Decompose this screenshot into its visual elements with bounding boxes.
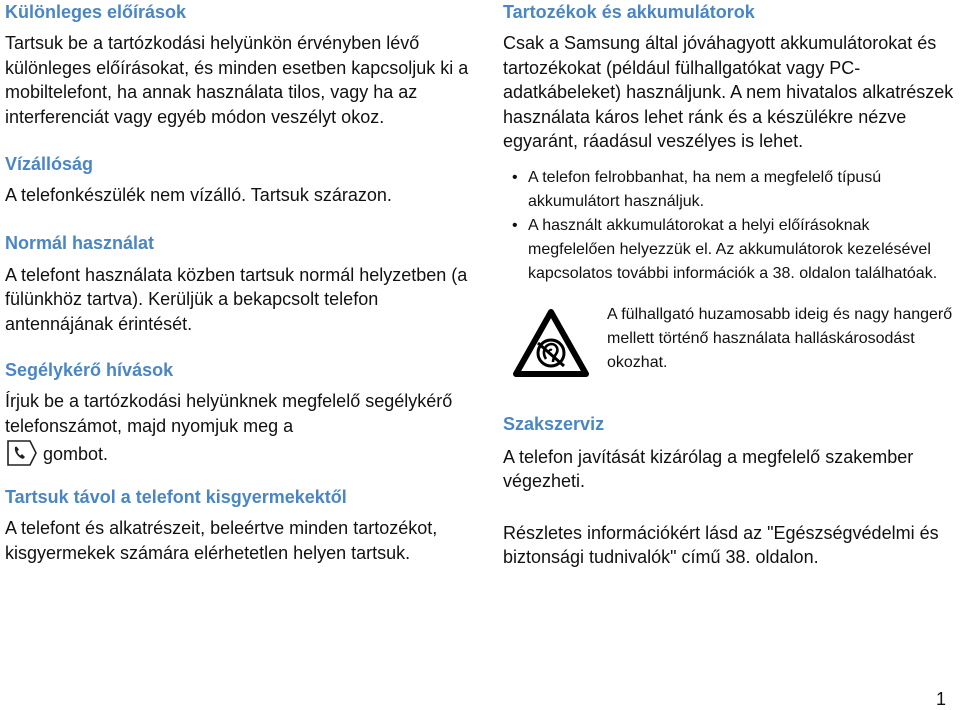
hearing-warning-icon xyxy=(513,309,589,377)
more-info-text: Részletes információkért lásd az "Egészségvédelmi és biztonsági tudnivalók" című 38. oldalon. xyxy=(503,522,939,567)
body-keep-from-children: A telefont és alkatrészeit, beleértve minden tartozékot, kisgyermekek számára elérhetetlen helyen tartsuk. xyxy=(5,518,438,563)
body-service: A telefon javítását kizárólag a megfelelő szakember végezheti. xyxy=(503,446,914,491)
body-special-regulations: Tartsuk be a tartózkodási helyünkön érvényben lévő különleges előírásokat, és minden esetben kapcsoljuk ki a mobiltelefont, ha annak használata tilos, vagy ha az interferenciát vagy egyéb módon veszélyt okoz. xyxy=(5,33,469,127)
heading-emergency-calls: Segélykérő hívások xyxy=(5,360,174,380)
heading-normal-use: Normál használat xyxy=(5,232,155,253)
heading-special-regulations: Különleges előírások xyxy=(5,2,187,22)
right-column xyxy=(503,0,955,570)
page-number: 1 xyxy=(935,689,946,709)
body-normal-use: A telefont használata közben tartsuk normál helyzetben (a fülünkhöz tartva). Kerüljük a bekapcsolt telefon antennájának érintését. xyxy=(5,264,468,334)
call-key-icon xyxy=(5,438,39,468)
heading-keep-from-children: Tartsuk távol a telefont kisgyermekektől xyxy=(5,487,347,507)
body-water-resistance: A telefonkészülék nem vízálló. Tartsuk szárazon. xyxy=(5,185,392,205)
bullet-item: • A telefon felrobbanhat, ha nem a megfelelő típusú akkumulátort használjuk. xyxy=(503,166,955,214)
emergency-calls-text-end: gombot. xyxy=(43,444,109,464)
hearing-warning-text: A fülhallgató huzamosabb ideig és nagy hangerő mellett történő használata halláskárosodást okozhat. xyxy=(607,305,953,371)
body-emergency-calls xyxy=(5,389,473,468)
emergency-calls-text: Írjuk be a tartózkodási helyünknek megfelelő segélykérő telefonszámot, majd nyomjuk meg a xyxy=(5,391,453,436)
bullet-item: • A használt akkumulátorokat a helyi előírásoknak megfelelően helyezzük el. Az akkumulátorok kezelésével kapcsolatos további információk a 38. oldalon találhatóak. xyxy=(503,214,955,286)
body-accessories-batteries: Csak a Samsung által jóváhagyott akkumulátorokat és tartozékokat (például fülhallgatókat vagy PC-adatkábeleket) használjunk. A nem hivatalos alkatrészek használata káros lehet ránk és a készülékre nézve egyaránt, ráadásul veszélyes is lehet. xyxy=(503,33,954,151)
left-column xyxy=(5,0,473,565)
heading-water-resistance: Vízállóság xyxy=(5,154,94,174)
heading-accessories-batteries: Tartozékok és akkumulátorok xyxy=(503,2,755,22)
heading-service: Szakszerviz xyxy=(503,413,605,434)
battery-bullet-list xyxy=(503,166,955,286)
hearing-warning xyxy=(503,303,955,375)
